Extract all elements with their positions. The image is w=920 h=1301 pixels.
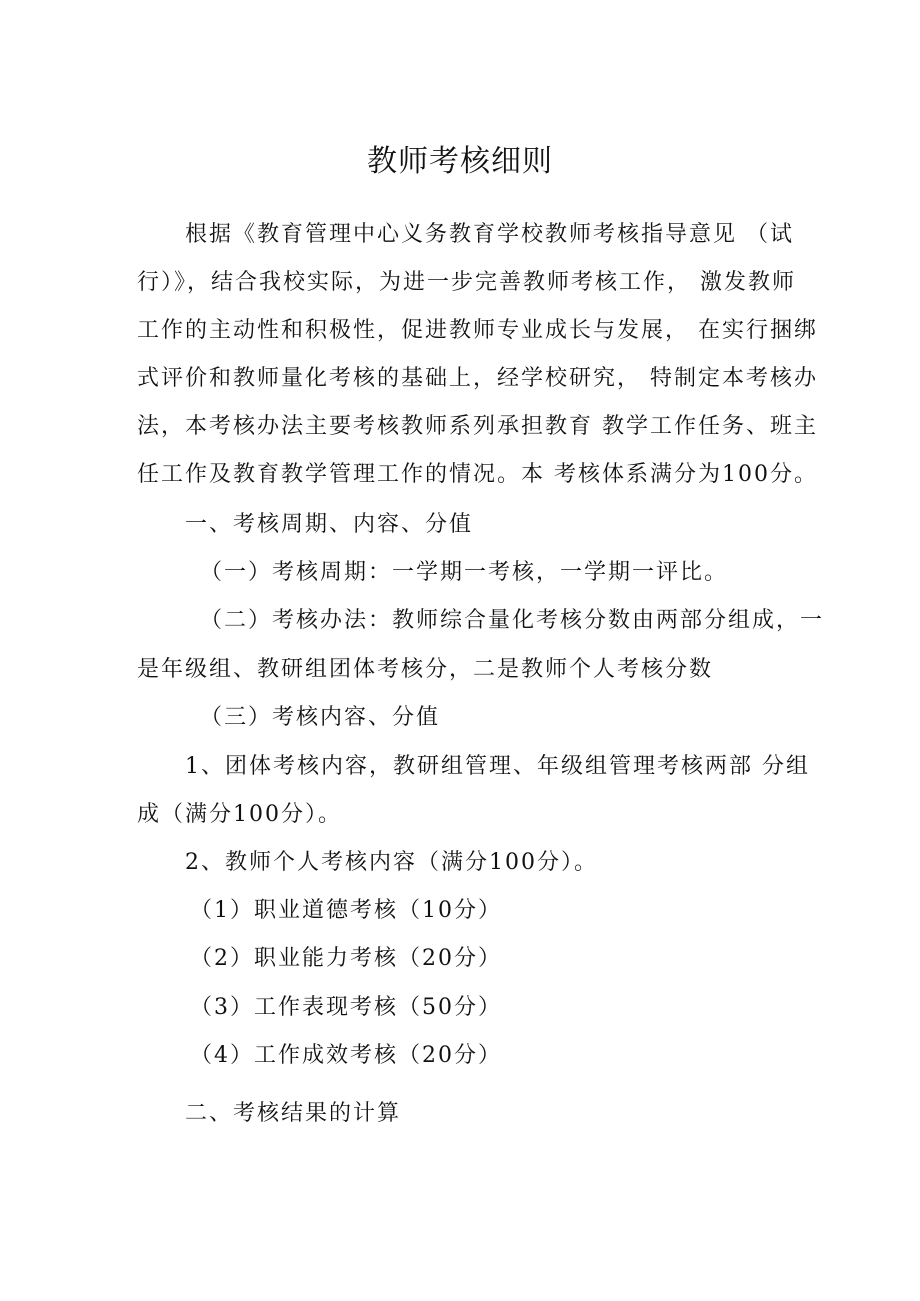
assessment-method-line-1: （二）考核办法：教师综合量化考核分数由两部分组成，一 bbox=[200, 608, 825, 633]
intro-line-6: 任工作及教育教学管理工作的情况。本 考核体系满分为100分。 bbox=[137, 462, 818, 487]
assessment-content-heading: （三）考核内容、分值 bbox=[200, 705, 441, 730]
intro-line-2: 行）》，结合我校实际，为进一步完善教师考核工作， 激发教师 bbox=[137, 270, 796, 295]
assessment-method-line-2: 是年级组、教研组团体考核分，二是教师个人考核分数 bbox=[137, 657, 714, 682]
section-one-heading: 一、考核周期、内容、分值 bbox=[185, 512, 474, 537]
section-two-heading: 二、考核结果的计算 bbox=[185, 1101, 402, 1126]
list-item: （1）职业道德考核（10分） bbox=[190, 898, 502, 923]
group-assessment-line-2: 成（满分100分）。 bbox=[137, 802, 342, 827]
list-item: （2）职业能力考核（20分） bbox=[190, 946, 502, 971]
group-assessment-line-1: 1、团体考核内容，教研组管理、年级组管理考核两部 分组 bbox=[185, 754, 810, 779]
list-item: （4）工作成效考核（20分） bbox=[190, 1043, 502, 1068]
intro-line-5: 法，本考核办法主要考核教师系列承担教育 教学工作任务、班主 bbox=[137, 414, 818, 439]
personal-assessment: 2、教师个人考核内容（满分100分）。 bbox=[185, 850, 598, 875]
intro-line-1: 根据《教育管理中心义务教育学校教师考核指导意见 （试 bbox=[185, 222, 794, 247]
page-title: 教师考核细则 bbox=[367, 144, 553, 179]
list-item: （3）工作表现考核（50分） bbox=[190, 995, 502, 1020]
assessment-cycle: （一）考核周期：一学期一考核，一学期一评比。 bbox=[200, 560, 729, 585]
intro-line-4: 式评价和教师量化考核的基础上，经学校研究， 特制定本考核办 bbox=[137, 366, 818, 391]
intro-line-3: 工作的主动性和积极性，促进教师专业成长与发展， 在实行捆绑 bbox=[137, 318, 818, 343]
